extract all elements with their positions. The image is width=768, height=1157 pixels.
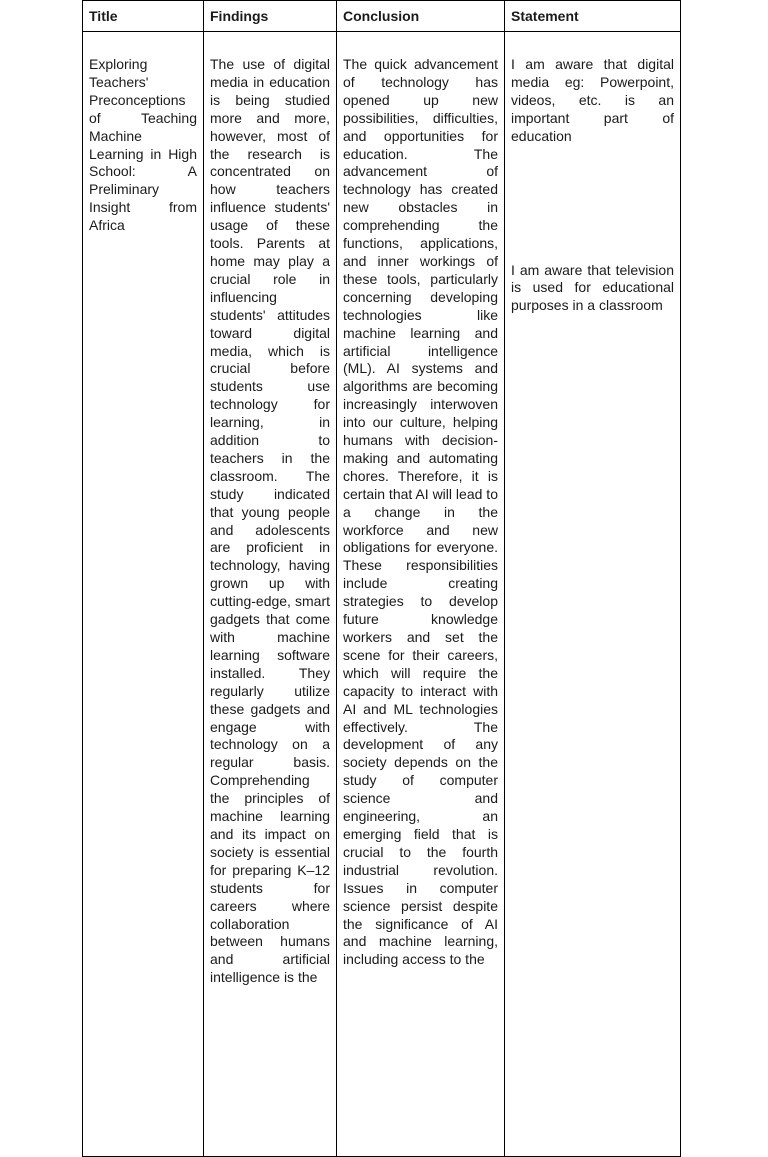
cell-title <box>83 32 204 1157</box>
header-row <box>83 1 681 32</box>
cell-findings <box>204 32 337 1157</box>
cell-conclusion <box>337 32 505 1157</box>
header-statement: Statement <box>505 1 681 32</box>
statement-2: I am aware that television is used for educational purposes in a classroom <box>511 261 674 314</box>
header-title: Title <box>83 1 204 32</box>
header-findings: Findings <box>204 1 337 32</box>
paper-title: Exploring Teachers' Preconceptions of Teaching Machine Learning in High School: A Preliminary Insight from Africa <box>89 56 197 234</box>
conclusion-text: The quick advancement of technology has opened up new possibilities, difficulties, and opportunities for education. The advancement of technology has created new obstacles in comprehending the functions, applications, and inner workings of these tools, particularly concerning developing technologies like machine learning and artificial intelligence (ML). AI systems and algorithms are becoming increasingly interwoven into our culture, helping humans with decision-making and automating chores. Therefore, it is certain that AI will lead to a change in the workforce and new obligations for everyone. These responsibilities include creating strategies to develop future knowledge workers and set the scene for their careers, which will require the capacity to interact with AI and ML technologies effectively. The development of any society depends on the study of computer science and engineering, an emerging field that is crucial to the fourth industrial revolution. Issues in computer science persist despite the significance of AI and machine learning, including access to the <box>343 56 498 968</box>
statement-1: I am aware that digital media eg: Powerpoint, videos, etc. is an important part of education <box>511 56 674 144</box>
cell-statement <box>505 32 681 1157</box>
research-table <box>82 0 681 1157</box>
table-row <box>83 32 681 1157</box>
findings-text: The use of digital media in education is being studied more and more, however, most of the research is concentrated on how teachers influence students' usage of these tools. Parents at home may play a crucial role in influencing students' attitudes toward digital media, which is crucial before students use technology for learning, in addition to teachers in the classroom. The study indicated that young people and adolescents are proficient in technology, having grown up with cutting-edge, smart gadgets that come with machine learning software installed. They regularly utilize these gadgets and engage with technology on a regular basis. Comprehending the principles of machine learning and its impact on society is essential for preparing K–12 students for careers where collaboration between humans and artificial intelligence is the <box>210 56 330 986</box>
header-conclusion: Conclusion <box>337 1 505 32</box>
statement-spacer <box>511 146 674 262</box>
